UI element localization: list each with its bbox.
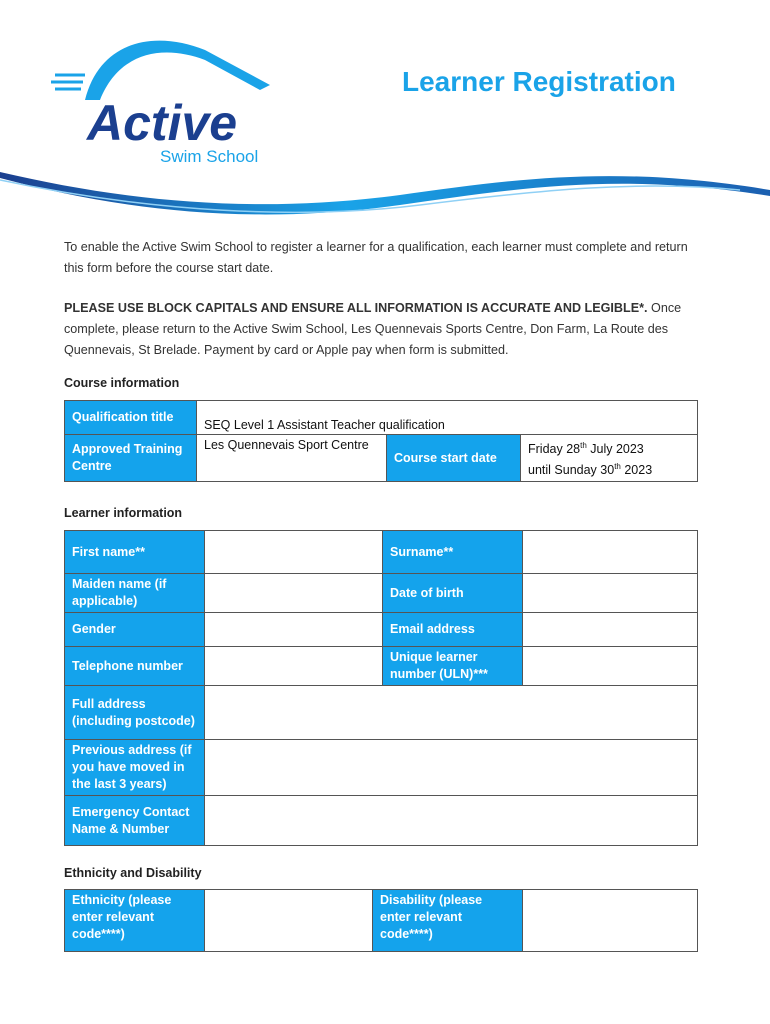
email-field[interactable] — [523, 613, 698, 647]
maiden-name-field[interactable] — [205, 574, 383, 613]
logo-main-text: Active — [87, 95, 238, 151]
centre-row — [65, 435, 698, 482]
instructions-paragraph — [64, 298, 704, 361]
qualification-row — [65, 401, 698, 435]
gender-field[interactable] — [205, 613, 383, 647]
email-label: Email address — [383, 613, 523, 647]
start-date-sup2: th — [614, 462, 621, 472]
ethnicity-disability-row — [65, 890, 698, 952]
full-address-field[interactable] — [205, 686, 698, 740]
page-title: Learner Registration — [402, 66, 676, 97]
previous-address-label: Previous address (if you have moved in the last 3 years) — [65, 740, 205, 796]
block-capitals-notice: PLEASE USE BLOCK CAPITALS AND ENSURE ALL INFORMATION IS ACCURATE AND LEGIBLE*. — [64, 301, 648, 315]
start-date-line1-end: July 2023 — [586, 442, 644, 457]
course-info-table — [64, 400, 698, 482]
course-start-date-label: Course start date — [387, 435, 521, 482]
logo-sub-text: Swim School — [160, 147, 259, 166]
qualification-title-value[interactable]: SEQ Level 1 Assistant Teacher qualification — [197, 401, 698, 435]
gender-label: Gender — [65, 613, 205, 647]
return-instructions: Once complete, please return to the Active Swim School, Les Quennevais Sports Centre, Don Farm, La Route des Quennevais, St Brelade. Payment by card or Apple pay when form is submitted. — [64, 301, 682, 357]
disability-label: Disability (please enter relevant code****) — [373, 890, 523, 952]
emergency-contact-row — [65, 796, 698, 846]
approved-centre-value[interactable]: Les Quennevais Sport Centre — [197, 435, 387, 482]
intro-paragraph: To enable the Active Swim School to register a learner for a qualification, each learner must complete and return this form before the course start date. — [64, 240, 688, 275]
previous-address-row — [65, 740, 698, 796]
surname-field[interactable] — [523, 531, 698, 574]
start-date-line1: Friday 28 — [528, 442, 581, 457]
ethnicity-disability-heading: Ethnicity and Disability — [64, 866, 202, 880]
first-name-field[interactable] — [205, 531, 383, 574]
approved-centre-label: Approved Training Centre — [65, 435, 197, 482]
header-wave-decoration — [0, 160, 770, 230]
maiden-name-label: Maiden name (if applicable) — [65, 574, 205, 613]
ethnicity-label: Ethnicity (please enter relevant code****) — [65, 890, 205, 952]
uln-label: Unique learner number (ULN)*** — [383, 647, 523, 686]
telephone-label: Telephone number — [65, 647, 205, 686]
full-address-row — [65, 686, 698, 740]
emergency-contact-label: Emergency Contact Name & Number — [65, 796, 205, 846]
first-name-label: First name** — [65, 531, 205, 574]
maiden-dob-row — [65, 574, 698, 613]
uln-field[interactable] — [523, 647, 698, 686]
logo-swoosh-arc — [85, 41, 270, 100]
start-date-sup1: th — [580, 441, 587, 450]
ethnicity-disability-table — [64, 889, 698, 952]
learner-info-table — [64, 530, 698, 846]
disability-field[interactable] — [523, 890, 698, 952]
date-of-birth-label: Date of birth — [383, 574, 523, 613]
surname-label: Surname** — [383, 531, 523, 574]
gender-email-row — [65, 613, 698, 647]
emergency-contact-field[interactable] — [205, 796, 698, 846]
previous-address-field[interactable] — [205, 740, 698, 796]
date-of-birth-field[interactable] — [523, 574, 698, 613]
active-swim-school-logo — [45, 30, 275, 180]
full-address-label: Full address (including postcode) — [65, 686, 205, 740]
learner-info-heading: Learner information — [64, 506, 183, 520]
start-date-line2-end: 2023 — [620, 463, 653, 478]
name-row — [65, 531, 698, 574]
course-start-date-value[interactable] — [521, 435, 698, 482]
qualification-title-label: Qualification title — [65, 401, 197, 435]
course-info-heading: Course information — [64, 376, 180, 390]
logo-speed-lines — [51, 75, 85, 89]
start-date-line2: until Sunday 30 — [528, 463, 615, 478]
phone-uln-row — [65, 647, 698, 686]
telephone-field[interactable] — [205, 647, 383, 686]
ethnicity-field[interactable] — [205, 890, 373, 952]
